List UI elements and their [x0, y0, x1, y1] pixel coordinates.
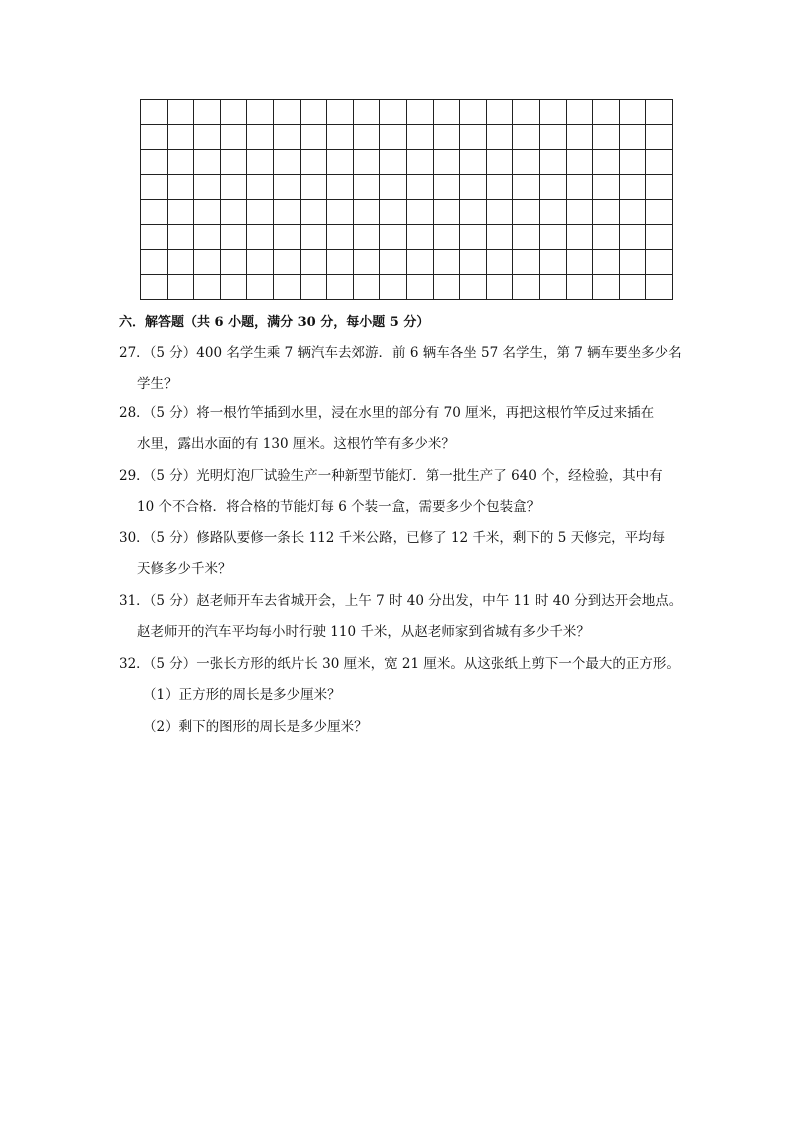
grid-cell [247, 100, 274, 125]
grid-cell [327, 275, 354, 300]
grid-cell [327, 125, 354, 150]
grid-cell [353, 225, 380, 250]
grid-cell [247, 250, 274, 275]
grid-cell [539, 125, 566, 150]
grid-cell [353, 250, 380, 275]
grid-cell [406, 250, 433, 275]
grid-cell [539, 175, 566, 200]
grid-cell [460, 200, 487, 225]
grid-cell [353, 125, 380, 150]
question-29-line2: 10 个不合格．将合格的节能灯每 6 个装一盒，需要多少个包装盒？ [137, 499, 541, 515]
grid-cell [433, 250, 460, 275]
grid-cell [646, 150, 673, 175]
grid-cell [433, 275, 460, 300]
grid-cell [300, 250, 327, 275]
question-30 [119, 523, 679, 585]
grid-cell [566, 250, 593, 275]
grid-cell [300, 150, 327, 175]
grid-cell [460, 175, 487, 200]
grid-cell [513, 250, 540, 275]
grid-cell [273, 175, 300, 200]
grid-cell [593, 200, 620, 225]
grid-cell [619, 250, 646, 275]
grid-cell [273, 250, 300, 275]
grid-cell [646, 225, 673, 250]
grid-cell [353, 275, 380, 300]
grid-cell [220, 250, 247, 275]
grid-cell [593, 150, 620, 175]
grid-cell [273, 225, 300, 250]
grid-cell [646, 175, 673, 200]
grid-cell [167, 200, 194, 225]
grid-cell [273, 275, 300, 300]
grid-cell [141, 275, 168, 300]
grid-cell [460, 125, 487, 150]
grid-cell [300, 225, 327, 250]
grid-cell [646, 100, 673, 125]
grid-cell [460, 225, 487, 250]
grid-cell [353, 100, 380, 125]
question-32 [119, 649, 679, 680]
grid-cell [380, 100, 407, 125]
question-31-line2: 赵老师开的汽车平均每小时行驶 110 千米，从赵老师家到省城有多少千米？ [137, 624, 590, 640]
grid-cell [247, 225, 274, 250]
grid-cell [247, 200, 274, 225]
question-28 [119, 398, 679, 460]
grid-cell [513, 150, 540, 175]
question-29 [119, 461, 679, 523]
question-30-line2: 天修多少千米？ [137, 561, 232, 577]
grid-cell [566, 175, 593, 200]
grid-cell [460, 275, 487, 300]
grid-cell [380, 200, 407, 225]
grid-cell [220, 225, 247, 250]
grid-cell [619, 175, 646, 200]
grid-cell [513, 125, 540, 150]
grid-cell [247, 275, 274, 300]
grid-cell [486, 275, 513, 300]
question-30-line1: 30．（5 分）修路队要修一条长 112 千米公路，已修了 12 千米，剩下的 5 天修完，平均每 [119, 530, 666, 546]
grid-cell [273, 125, 300, 150]
grid-cell [380, 175, 407, 200]
grid-row [141, 200, 673, 225]
grid-row [141, 175, 673, 200]
grid-cell [460, 250, 487, 275]
grid-row [141, 250, 673, 275]
grid-cell [433, 200, 460, 225]
grid-cell [300, 125, 327, 150]
grid-cell [273, 100, 300, 125]
grid-cell [273, 200, 300, 225]
section-title: 六．解答题（共 6 小题，满分 30 分，每小题 5 分） [119, 315, 430, 330]
grid-cell [486, 150, 513, 175]
grid-cell [619, 275, 646, 300]
grid-cell [406, 200, 433, 225]
grid-cell [141, 125, 168, 150]
grid-cell [327, 150, 354, 175]
grid-cell [247, 150, 274, 175]
grid-cell [539, 225, 566, 250]
grid-cell [406, 125, 433, 150]
grid-cell [566, 225, 593, 250]
grid-cell [300, 100, 327, 125]
grid-cell [539, 150, 566, 175]
grid-cell [194, 200, 221, 225]
question-32-sub1: （1）正方形的周长是多少厘米？ [143, 687, 341, 703]
grid-cell [646, 275, 673, 300]
grid-cell [486, 175, 513, 200]
grid-cell [194, 100, 221, 125]
question-29-line1: 29．（5 分）光明灯泡厂试验生产一种新型节能灯．第一批生产了 640 个，经检验，其中有 [119, 468, 663, 484]
grid-cell [619, 200, 646, 225]
grid-cell [513, 275, 540, 300]
grid-cell [300, 175, 327, 200]
grid-cell [539, 100, 566, 125]
grid-cell [167, 125, 194, 150]
grid-cell [539, 200, 566, 225]
grid-cell [433, 225, 460, 250]
grid-cell [593, 125, 620, 150]
grid-cell [141, 175, 168, 200]
grid-cell [486, 200, 513, 225]
grid-row [141, 150, 673, 175]
writing-grid [140, 99, 673, 300]
grid-row [141, 225, 673, 250]
grid-cell [646, 125, 673, 150]
grid-cell [167, 150, 194, 175]
grid-row [141, 100, 673, 125]
grid-cell [566, 100, 593, 125]
grid-cell [433, 100, 460, 125]
grid-cell [380, 275, 407, 300]
grid-cell [141, 150, 168, 175]
grid-cell [327, 250, 354, 275]
question-28-line2: 水里，露出水面的有 130 厘米。这根竹竿有多少米？ [137, 436, 455, 452]
question-27-line2: 学生？ [137, 376, 178, 392]
grid-cell [380, 150, 407, 175]
grid-cell [619, 225, 646, 250]
grid-cell [566, 150, 593, 175]
grid-cell [619, 125, 646, 150]
grid-cell [593, 100, 620, 125]
grid-cell [406, 175, 433, 200]
grid-cell [167, 250, 194, 275]
grid-cell [194, 175, 221, 200]
grid-cell [406, 275, 433, 300]
grid-cell [380, 250, 407, 275]
grid-cell [406, 225, 433, 250]
grid-cell [513, 100, 540, 125]
grid-cell [220, 175, 247, 200]
grid-cell [619, 100, 646, 125]
grid-cell [593, 250, 620, 275]
grid-cell [167, 225, 194, 250]
grid-cell [566, 125, 593, 150]
grid-cell [433, 150, 460, 175]
grid-cell [566, 275, 593, 300]
grid-cell [513, 200, 540, 225]
grid-cell [220, 150, 247, 175]
grid-cell [539, 275, 566, 300]
grid-cell [300, 275, 327, 300]
grid-cell [167, 175, 194, 200]
grid-cell [220, 275, 247, 300]
grid-cell [486, 100, 513, 125]
grid-cell [247, 125, 274, 150]
grid-cell [486, 125, 513, 150]
grid-cell [194, 125, 221, 150]
grid-cell [141, 100, 168, 125]
grid-cell [593, 175, 620, 200]
grid-cell [513, 225, 540, 250]
grid-cell [593, 225, 620, 250]
grid-cell [141, 200, 168, 225]
grid-cell [646, 250, 673, 275]
question-27-line1: 27．（5 分）400 名学生乘 7 辆汽车去郊游．前 6 辆车各坐 57 名学生，第 7 辆车要坐多少名 [119, 345, 682, 361]
grid-cell [460, 150, 487, 175]
question-32-sub2: （2）剩下的图形的周长是多少厘米？ [143, 719, 368, 735]
grid-cell [619, 150, 646, 175]
grid-cell [247, 175, 274, 200]
grid-cell [380, 225, 407, 250]
grid-cell [433, 175, 460, 200]
grid-cell [539, 250, 566, 275]
grid-cell [194, 250, 221, 275]
question-31-line1: 31．（5 分）赵老师开车去省城开会，上午 7 时 40 分出发，中午 11 时 40 分到达开会地点。 [119, 593, 683, 609]
grid-cell [646, 200, 673, 225]
grid-cell [486, 250, 513, 275]
grid-cell [486, 225, 513, 250]
grid-cell [220, 100, 247, 125]
question-31 [119, 586, 683, 648]
grid-cell [141, 250, 168, 275]
grid-row [141, 125, 673, 150]
grid-cell [566, 200, 593, 225]
grid-cell [433, 125, 460, 150]
grid-row [141, 275, 673, 300]
grid-cell [327, 100, 354, 125]
grid-cell [273, 150, 300, 175]
grid-cell [194, 150, 221, 175]
grid-cell [380, 125, 407, 150]
question-27 [119, 338, 682, 400]
grid-cell [327, 225, 354, 250]
grid-cell [167, 100, 194, 125]
grid-cell [593, 275, 620, 300]
grid-cell [220, 125, 247, 150]
grid-cell [327, 200, 354, 225]
grid-cell [194, 225, 221, 250]
grid-cell [220, 200, 247, 225]
grid-cell [406, 100, 433, 125]
question-32-line1: 32．（5 分）一张长方形的纸片长 30 厘米，宽 21 厘米。从这张纸上剪下一个最大的正方形。 [119, 656, 680, 672]
grid-cell [513, 175, 540, 200]
grid-cell [141, 225, 168, 250]
grid-cell [353, 150, 380, 175]
grid-cell [353, 175, 380, 200]
grid-cell [300, 200, 327, 225]
grid-cell [327, 175, 354, 200]
grid-cell [460, 100, 487, 125]
grid-cell [194, 275, 221, 300]
grid-cell [167, 275, 194, 300]
question-28-line1: 28．（5 分）将一根竹竿插到水里，浸在水里的部分有 70 厘米，再把这根竹竿反过来插在 [119, 405, 655, 421]
grid-cell [406, 150, 433, 175]
grid-cell [353, 200, 380, 225]
